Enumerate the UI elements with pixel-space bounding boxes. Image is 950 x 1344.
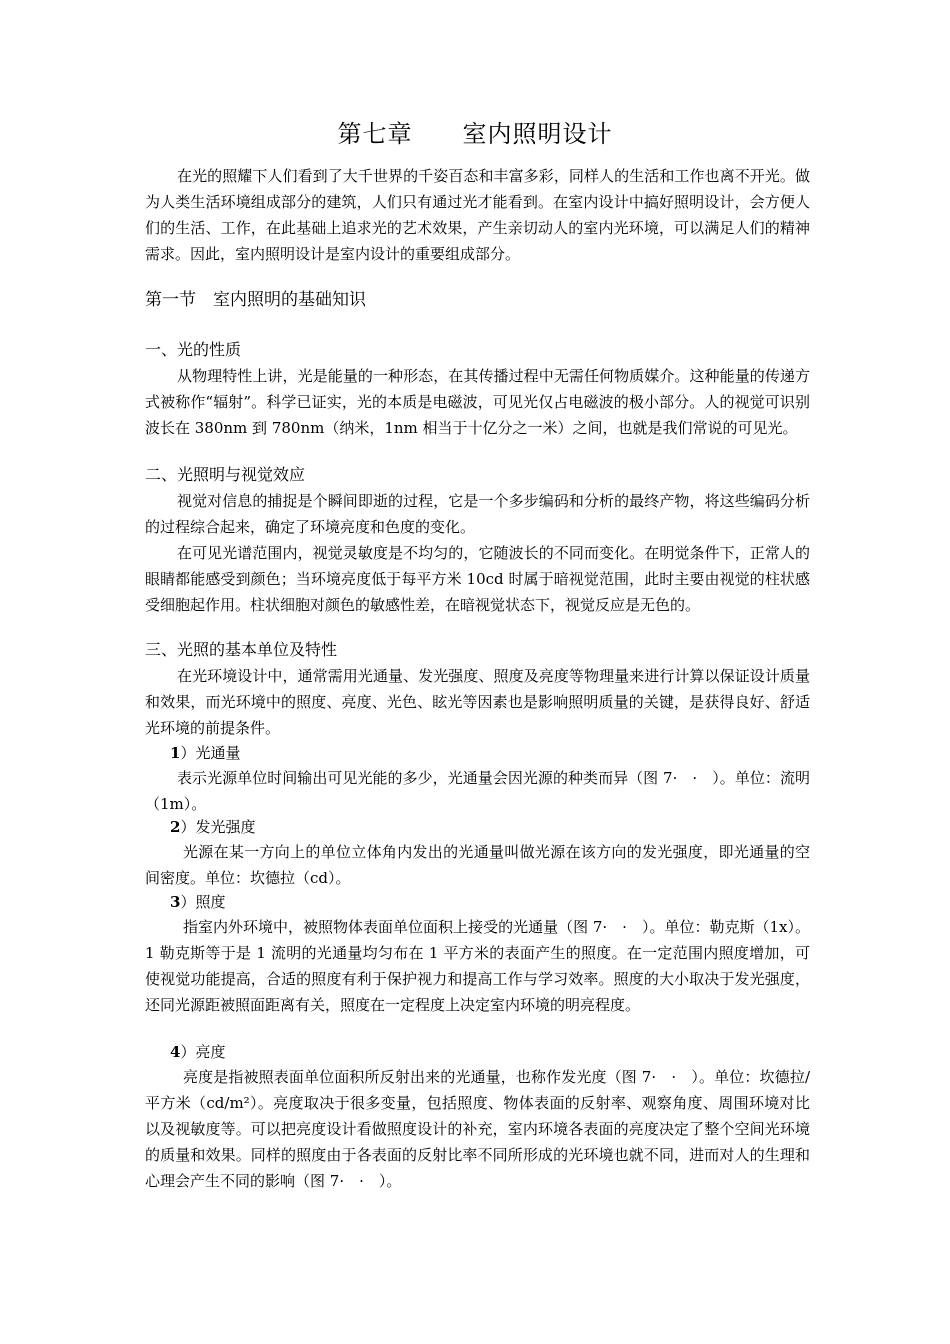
item-1-text: 表示光源单位时间输出可见光能的多少，光通量会因光源的种类而异（图 7· · ）。单位：流明（1m）。 <box>145 769 810 813</box>
item-3-label: ）照度 <box>180 893 226 911</box>
section-title: 第一节 室内照明的基础知识 <box>145 290 366 310</box>
item-3-number: 3 <box>170 893 181 911</box>
item-2-label: ）发光强度 <box>180 818 256 836</box>
item-2-text: 光源在某一方向上的单位立体角内发出的光通量叫做光源在该方向的发光强度，即光通量的空间密度。单位：坎德拉（cd）。 <box>145 843 810 887</box>
subsection-3-paragraph: 在光环境设计中，通常需用光通量、发光强度、照度及亮度等物理量来进行计算以保证设计质量和效果，而光环境中的照度、亮度、光色、眩光等因素也是影响照明质量的关键，是获得良好、舒适光环境的前提条件。 <box>145 667 810 737</box>
item-4-number: 4 <box>170 1043 181 1061</box>
item-4-heading <box>170 1040 225 1064</box>
subsection-1-paragraph: 从物理特性上讲，光是能量的一种形态，在其传播过程中无需任何物质媒介。这种能量的传递方式被称作“辐射”。科学已证实，光的本质是电磁波，可见光仅占电磁波的极小部分。人的视觉可识别波长在 380nm 到 780nm（纳米，1nm 相当于十亿分之一米）之间，也就是我们常说的可见光。 <box>145 367 810 437</box>
item-1-heading <box>170 741 240 765</box>
subsection-2-paragraph-2: 在可见光谱范围内，视觉灵敏度是不均匀的，它随波长的不同而变化。在明觉条件下，正常人的眼睛都能感受到颜色；当环境亮度低于每平方米 10cd 时属于暗视觉范围，此时主要由视觉的柱状感受细胞起作用。柱状细胞对颜色的敏感性差，在暗视觉状态下，视觉反应是无色的。 <box>145 544 810 614</box>
subsection-title-2: 二、光照明与视觉效应 <box>145 465 306 484</box>
item-4-label: ）亮度 <box>180 1043 226 1061</box>
item-1-number: 1 <box>170 744 181 762</box>
intro-paragraph: 在光的照耀下人们看到了大千世界的千姿百态和丰富多彩，同样人的生活和工作也离不开光。做为人类生活环境组成部分的建筑，人们只有通过光才能看到。在室内设计中搞好照明设计，会方便人们的生活、工作，在此基础上追求光的艺术效果，产生亲切动人的室内光环境，可以满足人们的精神需求。因此，室内照明设计是室内设计的重要组成部分。 <box>145 167 810 263</box>
subsection-title-1: 一、光的性质 <box>145 340 242 359</box>
item-4-text: 亮度是指被照表面单位面积所反射出来的光通量，也称作发光度（图 7· · ）。单位：坎德拉/平方米（cd/m²）。亮度取决于很多变量，包括照度、物体表面的反射率、观察角度、周围环境对比以及视敏度等。可以把亮度设计看做照度设计的补充，室内环境各表面的亮度决定了整个空间光环境的质量和效果。同样的照度由于各表面的反射比率不同所形成的光环境也就不同，进而对人的生理和心理会产生不同的影响（图 7· · ）。 <box>145 1068 810 1190</box>
item-2-number: 2 <box>170 818 181 836</box>
item-3-heading <box>170 890 225 914</box>
subsection-title-3: 三、光照的基本单位及特性 <box>145 640 338 659</box>
item-1-label: ）光通量 <box>180 744 241 762</box>
subsection-2-paragraph-1: 视觉对信息的捕捉是个瞬间即逝的过程，它是一个多步编码和分析的最终产物，将这些编码分析的过程综合起来，确定了环境亮度和色度的变化。 <box>145 492 810 536</box>
item-2-heading <box>170 815 255 839</box>
chapter-title: 第七章 室内照明设计 <box>337 120 613 148</box>
item-3-text: 指室内外环境中，被照物体表面单位面积上接受的光通量（图 7· · ）。单位：勒克斯（1x）。1 勒克斯等于是 1 流明的光通量均匀布在 1 平方米的表面产生的照度。在一定范围内照度增加，可使视觉功能提高，合适的照度有利于保护视力和提高工作与学习效率。照度的大小取决于发光强度，还同光源距被照面距离有关，照度在一定程度上决定室内环境的明亮程度。 <box>145 918 810 1014</box>
